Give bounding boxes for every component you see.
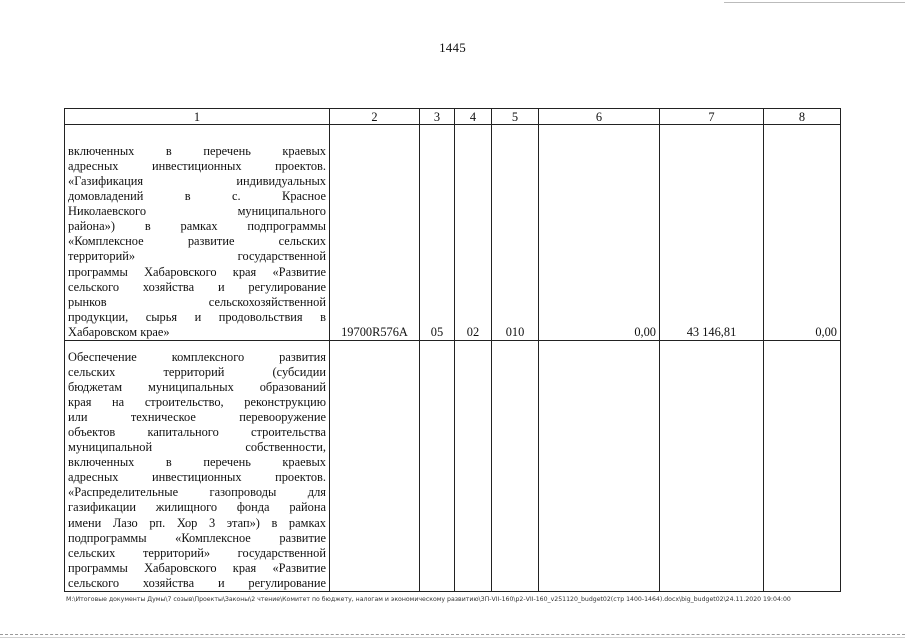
header-col-4: 4 <box>455 109 492 125</box>
row-target-article-code: 19700R576A <box>330 125 420 341</box>
row-subsection-code <box>455 341 492 592</box>
header-col-3: 3 <box>420 109 455 125</box>
description-line: адресных инвестиционных проектов. <box>68 470 326 485</box>
description-line: включенных в перечень краевых <box>68 143 326 158</box>
row-section-code <box>420 341 455 592</box>
header-col-6: 6 <box>539 109 660 125</box>
description-line: муниципальной собственности, <box>68 440 326 455</box>
row-amount-col-7: 43 146,81 <box>660 125 764 341</box>
row-amount-col-7 <box>660 341 764 592</box>
page-number: 1445 <box>439 40 466 55</box>
header-col-1: 1 <box>65 109 330 125</box>
description-line: сельского хозяйства и регулирование <box>68 575 326 590</box>
header-col-7: 7 <box>660 109 764 125</box>
description-line: Обеспечение комплексного развития <box>68 349 326 364</box>
header-col-8: 8 <box>764 109 841 125</box>
table-header-row <box>65 109 841 125</box>
row-amount-col-8: 0,00 <box>764 125 841 341</box>
description-line: подпрограммы «Комплексное развитие <box>68 530 326 545</box>
row-amount-col-6 <box>539 341 660 592</box>
footer-file-path: M:\Итоговые документы Думы\7 созыв\Проекты\Законы\2 чтение\Комитет по бюджету, налогам и экономическому развитию\ЗП-VII-160\р2-VII-160_v251120_budget02(стр 1400-1464).docx\big_budget02\24.11.2020 19:04:00 <box>66 596 791 603</box>
bottom-edge-rule <box>0 634 905 635</box>
row-description <box>65 341 330 592</box>
description-line: сельского хозяйства и регулирование <box>68 279 326 294</box>
budget-table <box>64 108 841 592</box>
row-amount-col-8 <box>764 341 841 592</box>
table-row <box>65 125 841 341</box>
description-line: имени Лазо рп. Хор 3 этап») в рамках <box>68 515 326 530</box>
description-line: Николаевского муниципального <box>68 204 326 219</box>
description-line: территорий» государственной <box>68 249 326 264</box>
description-line: Хабаровском крае» <box>68 324 170 339</box>
description-line: домовладений в с. Красное <box>68 189 326 204</box>
table-row <box>65 341 841 592</box>
description-line: сельских территорий» государственной <box>68 545 326 560</box>
description-line: программы Хабаровского края «Развитие <box>68 560 326 575</box>
description-line: бюджетам муниципальных образований <box>68 379 326 394</box>
description-line: объектов капитального строительства <box>68 424 326 439</box>
description-line: программы Хабаровского края «Развитие <box>68 264 326 279</box>
description-line: сельских территорий (субсидии <box>68 364 326 379</box>
row-expense-type-code <box>492 341 539 592</box>
description-line: продукции, сырья и продовольствия в <box>68 309 326 324</box>
row-target-article-code <box>330 341 420 592</box>
row-section-code: 05 <box>420 125 455 341</box>
top-edge-rule <box>724 2 905 3</box>
row-subsection-code: 02 <box>455 125 492 341</box>
description-line: или техническое перевооружение <box>68 409 326 424</box>
header-col-2: 2 <box>330 109 420 125</box>
description-line: адресных инвестиционных проектов. <box>68 158 326 173</box>
description-line: «Комплексное развитие сельских <box>68 234 326 249</box>
row-expense-type-code: 010 <box>492 125 539 341</box>
description-line: «Газификация индивидуальных <box>68 173 326 188</box>
row-description <box>65 125 330 341</box>
row-amount-col-6: 0,00 <box>539 125 660 341</box>
description-line: газификации жилищного фонда района <box>68 500 326 515</box>
header-col-5: 5 <box>492 109 539 125</box>
description-line: «Распределительные газопроводы для <box>68 485 326 500</box>
bottom-edge-rule-secondary <box>0 637 905 638</box>
description-line: включенных в перечень краевых <box>68 455 326 470</box>
description-line: рынков сельскохозяйственной <box>68 294 326 309</box>
description-line: края на строительство, реконструкцию <box>68 394 326 409</box>
description-line: района») в рамках подпрограммы <box>68 219 326 234</box>
